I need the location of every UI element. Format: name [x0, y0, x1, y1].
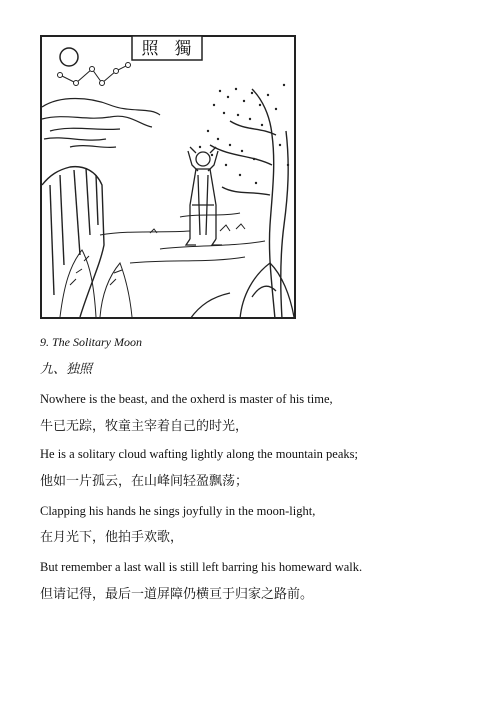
verse-line-4-cn: 但请记得，最后一道屏障仍横亘于归家之路前。 [40, 587, 314, 602]
solitary-moon-woodcut [40, 35, 296, 319]
title-char-2: 獨 [174, 39, 192, 59]
chinese-title: 九、独照 [40, 362, 93, 377]
illustration-caption: 9. The Solitary Moon [40, 335, 142, 349]
woodcut-illustration [40, 35, 296, 319]
verse-line-3-cn: 在月光下，他拍手欢歌， [40, 530, 184, 545]
verse-line-2-en: He is a solitary cloud wafting lightly along the mountain peaks; [40, 447, 358, 461]
verse-line-4-en: But remember a last wall is still left barring his homeward walk. [40, 560, 363, 574]
verse-line-2-cn: 他如一片孤云，在山峰间轻盈飘荡； [40, 474, 249, 489]
verse-line-1-cn: 牛已无踪，牧童主宰着自己的时光， [40, 419, 249, 434]
verse-line-3-en: Clapping his hands he sings joyfully in the moon-light, [40, 504, 316, 518]
verse-line-1-en: Nowhere is the beast, and the oxherd is master of his time, [40, 392, 333, 406]
title-char-1: 照 [141, 39, 159, 59]
moon [60, 48, 78, 66]
